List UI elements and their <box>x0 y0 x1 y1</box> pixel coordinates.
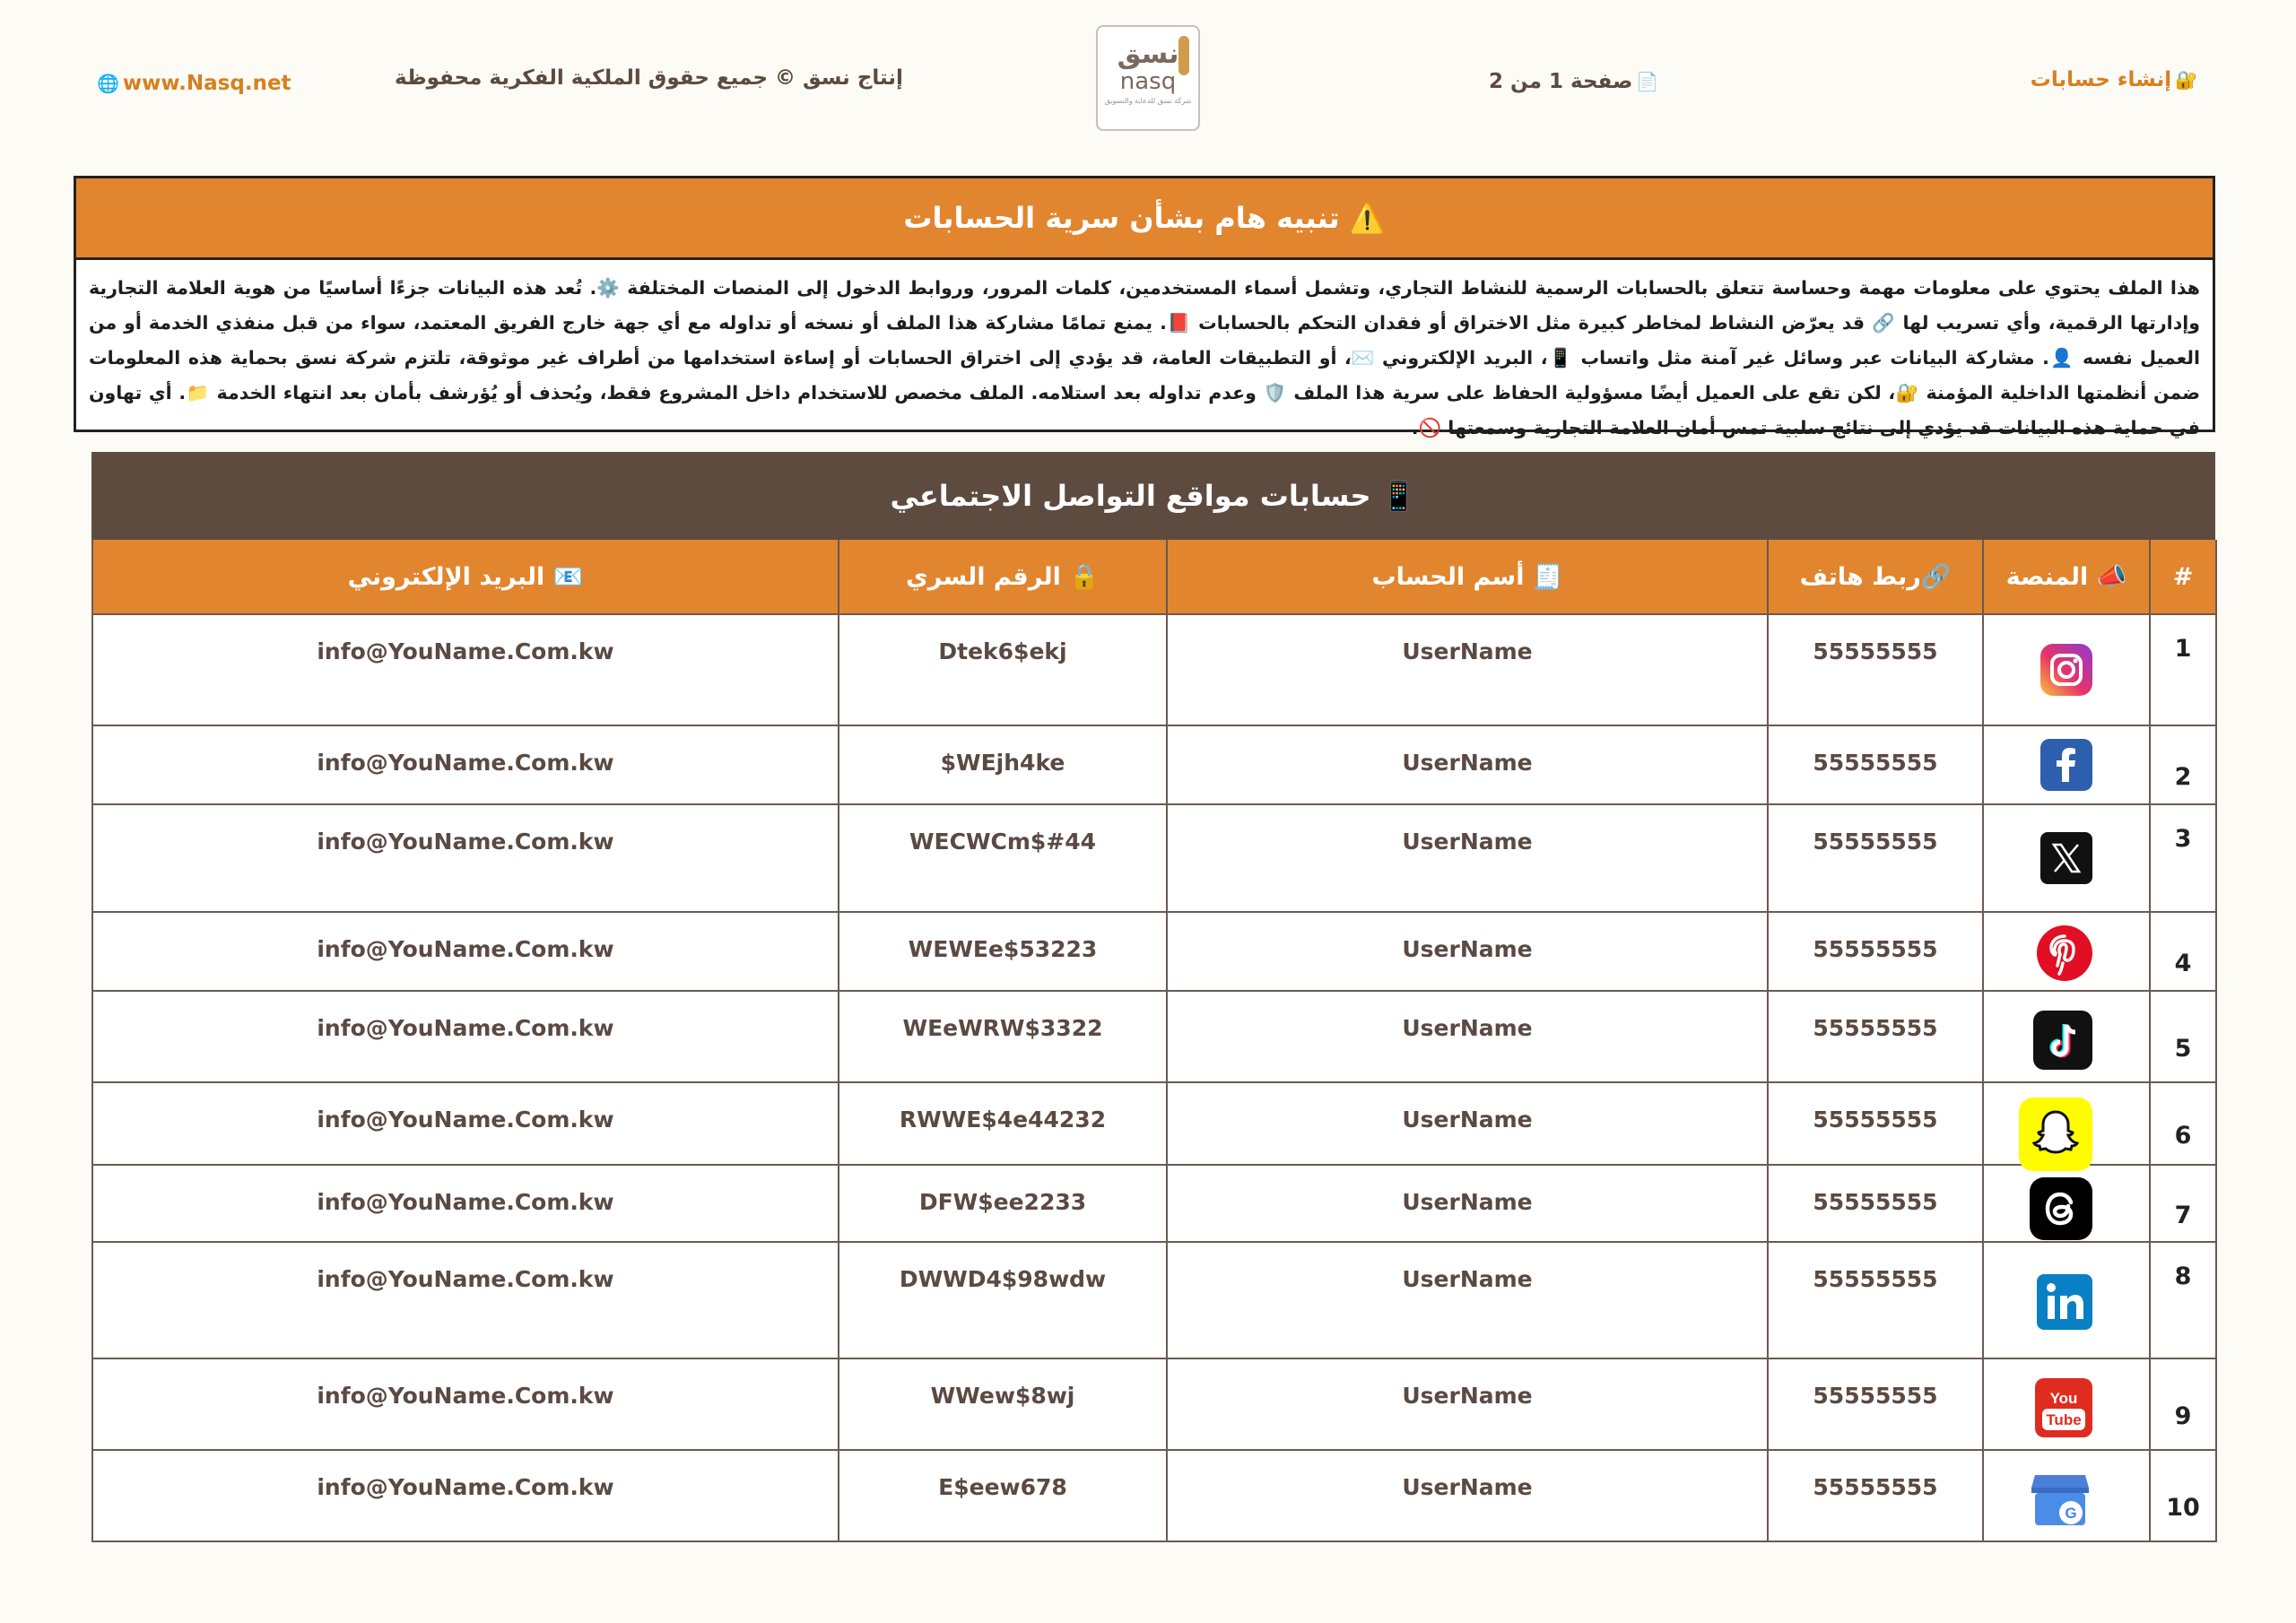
table-row <box>92 1165 2216 1242</box>
row-password: DFW$ee2233 <box>839 1165 1167 1242</box>
row-platform <box>1983 912 2150 991</box>
row-account: UserName <box>1167 1242 1768 1358</box>
row-number: 4 <box>2150 912 2216 991</box>
col-account: 🧾 أسم الحساب <box>1167 540 1768 614</box>
col-password: 🔒 الرقم السري <box>839 540 1167 614</box>
globe-icon: 🌐 <box>97 73 119 94</box>
tiktok-icon <box>2040 1011 2092 1063</box>
linkedin-icon <box>2040 1274 2092 1326</box>
page-indicator: 📄صفحة 1 من 2 <box>1489 70 1659 93</box>
row-phone: 55555555 <box>1768 1242 1983 1358</box>
lock-icon: 🔒 <box>1069 563 1100 591</box>
row-phone: 55555555 <box>1768 725 1983 804</box>
doc-icon: 🧾 <box>1532 563 1563 591</box>
facebook-icon <box>2040 739 2092 791</box>
row-phone: 55555555 <box>1768 1450 1983 1541</box>
row-platform <box>1983 804 2150 912</box>
col-phone: 🔗ربط هاتف <box>1768 540 1983 614</box>
accounts-grid <box>91 540 2217 1542</box>
table-title: 📱 حسابات مواقع التواصل الاجتماعي <box>91 452 2215 540</box>
row-email: info@YouName.Com.kw <box>92 804 839 912</box>
row-email: info@YouName.Com.kw <box>92 1082 839 1165</box>
row-phone: 55555555 <box>1768 991 1983 1082</box>
row-account: UserName <box>1167 912 1768 991</box>
row-email: info@YouName.Com.kw <box>92 614 839 725</box>
row-number: 1 <box>2150 614 2216 725</box>
row-account: UserName <box>1167 1165 1768 1242</box>
table-header-row <box>92 540 2216 614</box>
warning-body: هذا الملف يحتوي على معلومات مهمة وحساسة تتعلق بالحسابات الرسمية للنشاط التجاري، وتشمل أسماء المستخدمين، كلمات المرور، وروابط الدخول إلى المنصات المختلفة ⚙️. تُعد هذه البيانات جزءًا أساسيًا من هوية العلامة التجارية وإدارتها الرقمية، وأي تسريب لها 🔗 قد يعرّض النشاط لمخاطر كبيرة مثل الاختراق أو فقدان التحكم بالحسابات 📕. يمنع تمامًا مشاركة هذا الملف أو نسخه أو تداوله مع أي جهة خارج الفريق المعتمد، سواء من قبل منفذي الخدمة أو من العميل نفسه 👤. مشاركة البيانات عبر وسائل غير آمنة مثل واتساب 📱، البريد الإلكتروني ✉️، أو التطبيقات العامة، قد يؤدي إلى اختراق الحسابات أو إساءة استخدامها من أطراف غير موثوقة، تلتزم شركة نسق بحماية هذه المعلومات ضمن أنظمتها الداخلية المؤمنة 🔐، لكن تقع على العميل أيضًا مسؤولية الحفاظ على سرية هذا الملف 🛡️ وعدم تداوله بعد استلامه. الملف مخصص للاستخدام داخل المشروع فقط، ويُحذف أو يُؤرشف بأمان بعد انتهاء الخدمة 📁. أي تهاون في حماية هذه البيانات قد يؤدي إلى نتائج سلبية تمس أمان العلامة التجارية وسمعتها 🚫. <box>89 277 2200 438</box>
row-account: UserName <box>1167 725 1768 804</box>
svg-text:G: G <box>2065 1505 2077 1522</box>
row-number: 3 <box>2150 804 2216 912</box>
svg-text:You: You <box>2049 1390 2078 1407</box>
link-icon: 🔗 <box>1920 563 1952 591</box>
row-password: Dtek6$ekj <box>839 614 1167 725</box>
page-icon: 📄 <box>1636 71 1659 92</box>
header-title: 🔐إنشاء حسابات <box>2030 68 2197 91</box>
row-platform <box>1983 1450 2150 1541</box>
col-email: 📧 البريد الإلكتروني <box>92 540 839 614</box>
flag-icon: 📣 <box>2096 563 2127 591</box>
threads-icon <box>2040 1177 2092 1229</box>
table-row <box>92 804 2216 912</box>
col-number: # <box>2150 540 2216 614</box>
table-row <box>92 1358 2216 1450</box>
row-email: info@YouName.Com.kw <box>92 725 839 804</box>
row-password: E$eew678 <box>839 1450 1167 1541</box>
row-platform <box>1983 725 2150 804</box>
table-row <box>92 1450 2216 1541</box>
website-link[interactable]: 🌐 www.Nasq.net <box>97 72 291 95</box>
row-email: info@YouName.Com.kw <box>92 912 839 991</box>
row-password: WEjh4ke$ <box>839 725 1167 804</box>
row-number: 7 <box>2150 1165 2216 1242</box>
snapchat-icon <box>2040 1098 2092 1150</box>
row-number: 10 <box>2150 1450 2216 1541</box>
row-platform <box>1983 991 2150 1082</box>
row-email: info@YouName.Com.kw <box>92 1165 839 1242</box>
row-email: info@YouName.Com.kw <box>92 991 839 1082</box>
instagram-icon <box>2040 644 2092 696</box>
youtube-icon <box>2040 1378 2092 1430</box>
table-row <box>92 614 2216 725</box>
row-account: UserName <box>1167 614 1768 725</box>
row-account: UserName <box>1167 1450 1768 1541</box>
row-phone: 55555555 <box>1768 912 1983 991</box>
row-password: WEWEe$53223 <box>839 912 1167 991</box>
row-email: info@YouName.Com.kw <box>92 1450 839 1541</box>
row-account: UserName <box>1167 804 1768 912</box>
google-business-icon <box>2040 1470 2092 1522</box>
warning-icon: ⚠️ <box>1349 201 1386 235</box>
row-platform <box>1983 1358 2150 1450</box>
row-password: WWew$8wj <box>839 1358 1167 1450</box>
table-row <box>92 912 2216 991</box>
copyright-text: إنتاج نسق © جميع حقوق الملكية الفكرية محفوظة <box>395 66 903 90</box>
pinterest-icon <box>2040 925 2092 977</box>
page-header <box>0 25 2296 142</box>
svg-text:Tube: Tube <box>2046 1411 2082 1428</box>
row-platform <box>1983 1082 2150 1165</box>
row-account: UserName <box>1167 1358 1768 1450</box>
row-phone: 55555555 <box>1768 1358 1983 1450</box>
table-row <box>92 1242 2216 1358</box>
logo-mark <box>1178 36 1189 75</box>
row-phone: 55555555 <box>1768 804 1983 912</box>
accounts-table <box>91 452 2215 1542</box>
row-number: 2 <box>2150 725 2216 804</box>
col-platform: 📣 المنصة <box>1983 540 2150 614</box>
row-email: info@YouName.Com.kw <box>92 1358 839 1450</box>
warning-box <box>74 176 2215 438</box>
row-number: 5 <box>2150 991 2216 1082</box>
table-row <box>92 991 2216 1082</box>
row-account: UserName <box>1167 991 1768 1082</box>
row-platform <box>1983 1242 2150 1358</box>
row-number: 8 <box>2150 1242 2216 1358</box>
phone-icon: 📱 <box>1380 479 1417 513</box>
table-row <box>92 725 2216 804</box>
row-account: UserName <box>1167 1082 1768 1165</box>
nasq-logo: نسق nasq شركة نسق للدعاية والتسويق <box>1096 25 1200 131</box>
row-phone: 55555555 <box>1768 614 1983 725</box>
row-password: DWWD4$98wdw <box>839 1242 1167 1358</box>
table-row <box>92 1082 2216 1165</box>
row-number: 6 <box>2150 1082 2216 1165</box>
warning-title: ⚠️ تنبيه هام بشأن سرية الحسابات <box>76 178 2213 260</box>
lock-icon: 🔐 <box>2175 69 2197 91</box>
row-password: RWWE$4e44232 <box>839 1082 1167 1165</box>
row-platform <box>1983 614 2150 725</box>
row-password: WEeWRW$3322 <box>839 991 1167 1082</box>
row-phone: 55555555 <box>1768 1082 1983 1165</box>
row-phone: 55555555 <box>1768 1165 1983 1242</box>
x-icon <box>2040 832 2092 884</box>
row-email: info@YouName.Com.kw <box>92 1242 839 1358</box>
row-number: 9 <box>2150 1358 2216 1450</box>
row-platform <box>1983 1165 2150 1242</box>
email-icon: 📧 <box>552 563 584 591</box>
row-password: WECWCm$#44 <box>839 804 1167 912</box>
